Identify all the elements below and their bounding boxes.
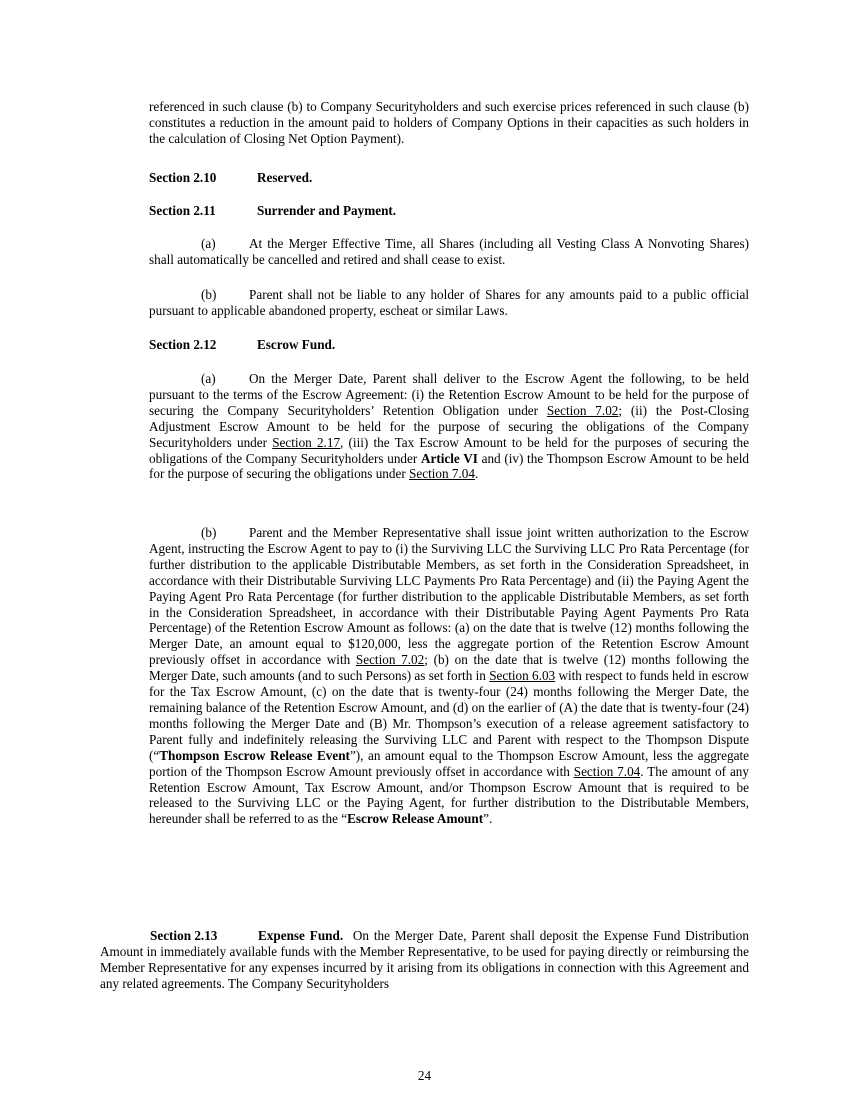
section-reference-link[interactable]: Section 2.17	[272, 434, 341, 450]
clause-label: (a)	[201, 236, 216, 251]
section-2-10-heading	[149, 170, 749, 186]
section-title: Reserved.	[257, 170, 313, 185]
section-number: Section 2.10	[149, 170, 217, 185]
section-2-12-heading	[149, 337, 749, 353]
clause-label: (b)	[201, 287, 217, 302]
section-reference-link[interactable]: Section 7.02	[546, 402, 619, 418]
section-title: Escrow Fund.	[257, 337, 336, 352]
section-reference-link[interactable]: Section 7.02	[355, 652, 425, 668]
section-number: Section 2.12	[149, 337, 217, 352]
clause-label: (a)	[201, 371, 216, 386]
section-2-12-b-paragraph: (b) Parent and the Member Representative shall issue joint written authorization to the Escrow Agent, instructing the Escrow Agent to pay to (i) the Surviving LLC the Surviving LLC Pro Rata Percentage (for further distribution to the applicable Distributable Members, as set forth in the Consideration Spreadsheet, in accordance with their Distributable Surviving LLC Payments Pro Rata Percentage) and (ii) the Paying Agent the Paying Agent Pro Rata Percentage (for further distribution to the applicable Distributable Members, as set forth in the Consideration Spreadsheet, in accordance with their Distributable Paying Agent Payments Pro Rata Percentage) of the Retention Escrow Amount as follows: (a) on the date that is twelve (12) months following the Merger Date, an amount equal to $120,000, less the aggregate portion of the Retention Escrow Amount previously offset in accordance with Section 7.02; (b) on the date that is twelve (12) months following the Merger Date, such amounts (and to such Persons) as set forth in Section 6.03 with respect to funds held in escrow for the Tax Escrow Amount, (c) on the date that is twenty-four (24) months following the Merger Date, the remaining balance of the Retention Escrow Amount, and (d) on the earlier of (A) the date that is twenty-four (24) months following the Merger Date and (B) Mr. Thompson’s execution of a release agreement satisfactory to Parent fully and indefinitely releasing the Surviving LLC and Parent with respect to the Thompson Dispute (“Thompson Escrow Release Event”), an amount equal to the Thompson Escrow Amount, less the aggregate portion of the Thompson Escrow Amount previously offset in accordance with Section 7.04. The amount of any Retention Escrow Amount, Tax Escrow Amount, and/or Thompson Escrow Amount that is required to be released to the Surviving LLC or the Paying Agent, for further distribution to the Distributable Members, hereunder shall be referred to as the “Escrow Release Amount”.	[149, 525, 750, 827]
defined-term: Thompson Escrow Release Event	[159, 747, 350, 763]
clause-label: (b)	[201, 525, 217, 540]
section-number: Section 2.11	[149, 203, 216, 218]
section-reference-link[interactable]: Section 6.03	[489, 668, 556, 684]
continuation-paragraph: referenced in such clause (b) to Company Securityholders and such exercise prices referenced in such clause (b) constitutes a reduction in the amount paid to holders of Company Options in their capacities as such holders in the calculation of Closing Net Option Payment).	[149, 99, 749, 146]
section-2-11-a-paragraph: (a) At the Merger Effective Time, all Shares (including all Vesting Class A Nonvoting Shares) shall automatically be cancelled and retired and shall cease to exist.	[149, 236, 749, 267]
defined-term: Escrow Release Amount	[347, 811, 484, 827]
page-number: 24	[417, 1068, 432, 1083]
section-2-11-b-paragraph: (b) Parent shall not be liable to any holder of Shares for any amounts paid to a public official pursuant to applicable abandoned property, escheat or similar Laws.	[149, 287, 749, 318]
section-title: Surrender and Payment.	[257, 203, 397, 218]
section-2-11-heading	[149, 203, 749, 219]
article-reference: Article VI	[420, 450, 478, 466]
section-2-13-paragraph: Section 2.13 Expense Fund. On the Merger Date, Parent shall deposit the Expense Fund Distribution Amount in immediately available funds with the Member Representative, to be used for paying directly or reimbursing the Member Representative for any expenses incurred by it arising from its obligations in connection with this Agreement and any related agreements. The Company Securityholders	[100, 928, 753, 991]
section-number: Section 2.13 Expense Fund.	[150, 928, 344, 943]
section-title: Expense Fund.	[258, 928, 344, 943]
section-2-12-a-paragraph: (a) On the Merger Date, Parent shall deliver to the Escrow Agent the following, to be held pursuant to the terms of the Escrow Agreement: (i) the Retention Escrow Amount to be held for the purpose of securing the Company Securityholders’ Retention Obligation under Section 7.02; (ii) the Post-Closing Adjustment Escrow Amount to be held for the purpose of securing the obligations of the Company Securityholders under Section 2.17, (iii) the Tax Escrow Amount to be held for the purposes of securing the obligations of the Company Securityholders under Article VI and (iv) the Thompson Escrow Amount to be held for the purpose of securing the obligations under Section 7.04.	[149, 371, 750, 482]
section-reference-link[interactable]: Section 7.04	[573, 763, 641, 779]
section-reference-link[interactable]: Section 7.04	[409, 466, 475, 482]
